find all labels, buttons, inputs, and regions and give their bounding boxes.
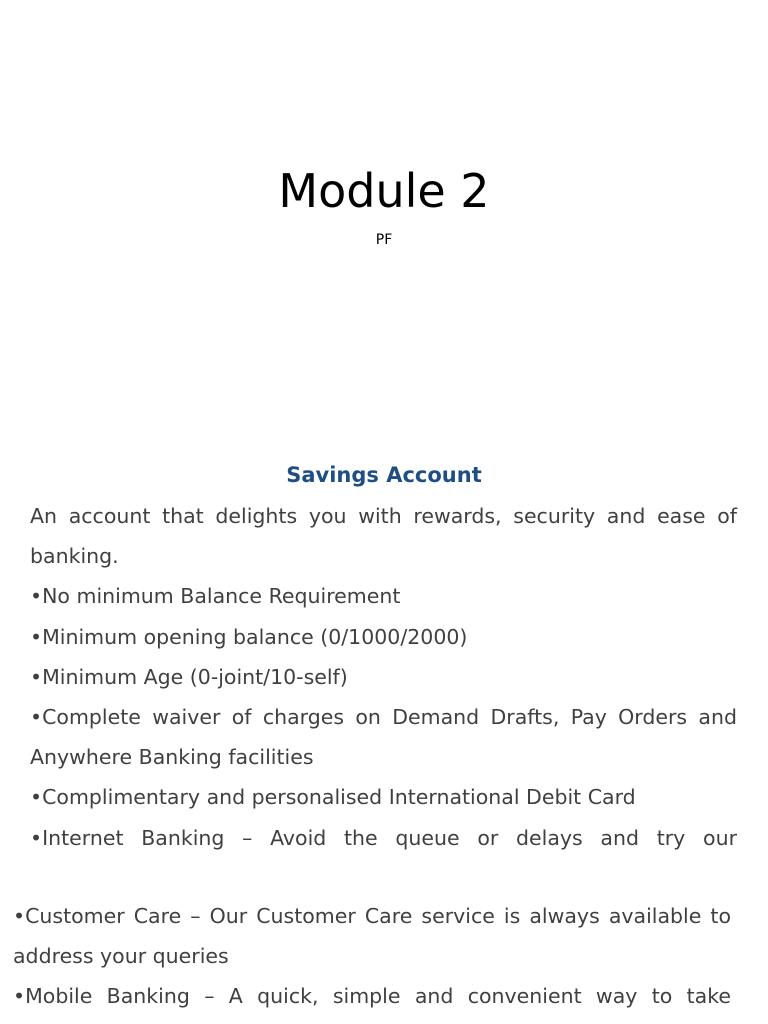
bullet-item: •Mobile Banking – A quick, simple and convenient way to take (13, 984, 731, 1009)
intro-paragraph: An account that delights you with rewards, security and ease of banking. (30, 504, 737, 569)
body-text-block-continued (13, 896, 731, 1017)
bullet-item: •Complete waiver of charges on Demand Drafts, Pay Orders and Anywhere Banking facilities (30, 705, 737, 770)
bullet-item: •Customer Care – Our Customer Care service is always available to address your queries (13, 904, 731, 969)
slide-title: Module 2 (278, 164, 490, 218)
slide-subtitle: PF (375, 232, 393, 248)
bullet-item: •Minimum opening balance (0/1000/2000) (30, 624, 468, 649)
bullet-item: •No minimum Balance Requirement (30, 584, 401, 609)
bullet-item: •Internet Banking – Avoid the queue or delays and try our (30, 825, 737, 850)
bullet-item: •Minimum Age (0-joint/10-self) (30, 664, 348, 689)
bullet-item: •Complimentary and personalised International Debit Card (30, 785, 636, 810)
section-heading: Savings Account (286, 463, 482, 487)
body-text-block (30, 496, 737, 858)
